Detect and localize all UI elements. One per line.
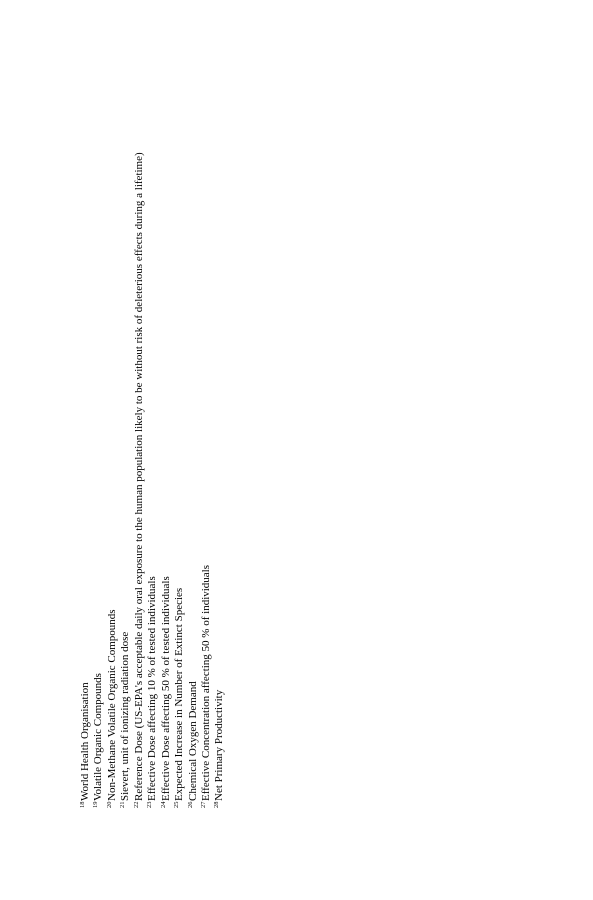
footnote-27: [197, 108, 210, 808]
footnote-number: 19: [92, 801, 100, 808]
footnote-text: World Health Organisation: [79, 682, 91, 801]
footnote-number: 24: [159, 801, 167, 808]
footnote-number: 22: [132, 801, 140, 808]
footnote-text: Net Primary Productivity: [213, 689, 226, 801]
footnote-25: [170, 108, 186, 808]
footnote-20: [103, 108, 116, 808]
footnote-text: Volatile Organic Compounds: [92, 673, 105, 801]
footnote-text: Expected Increase in Number of Extinct Species: [173, 587, 186, 801]
footnote-text: Chemical Oxygen Demand: [186, 681, 199, 801]
footnote-number: 27: [199, 801, 207, 808]
footnote-text: Sievert, unit of ionizing radiation dose: [119, 631, 132, 801]
footnote-24: [157, 108, 170, 808]
footnote-22: [130, 108, 143, 808]
footnote-text: Effective Dose affecting 50 % of tested individuals: [159, 576, 172, 801]
footnote-28: [210, 108, 226, 808]
footnote-text: Non-Methane Volatile Organic Compounds: [105, 609, 118, 801]
footnote-number: 23: [146, 801, 154, 808]
footnote-list: [76, 108, 224, 808]
footnote-26: [184, 108, 197, 808]
footnote-number: 25: [173, 801, 181, 808]
footnote-number: 26: [186, 801, 194, 808]
footnote-19: [89, 108, 105, 808]
footnote-text: Effective Concentration affecting 50 % of individuals: [199, 564, 212, 801]
footnote-number: 21: [119, 801, 127, 808]
footnote-21: [116, 108, 132, 808]
footnote-18: [76, 108, 89, 808]
footnote-number: 18: [79, 801, 86, 808]
footnote-number: 20: [105, 801, 113, 808]
footnote-number: 28: [213, 801, 221, 808]
footnote-text: Reference Dose (US-EPA's acceptable daily oral exposure to the human population likely to be without risk of deleterious effects during a lifetime): [132, 152, 145, 801]
footnote-text: Effective Dose affecting 10 % of tested individuals: [146, 576, 159, 801]
footnote-23: [143, 108, 159, 808]
